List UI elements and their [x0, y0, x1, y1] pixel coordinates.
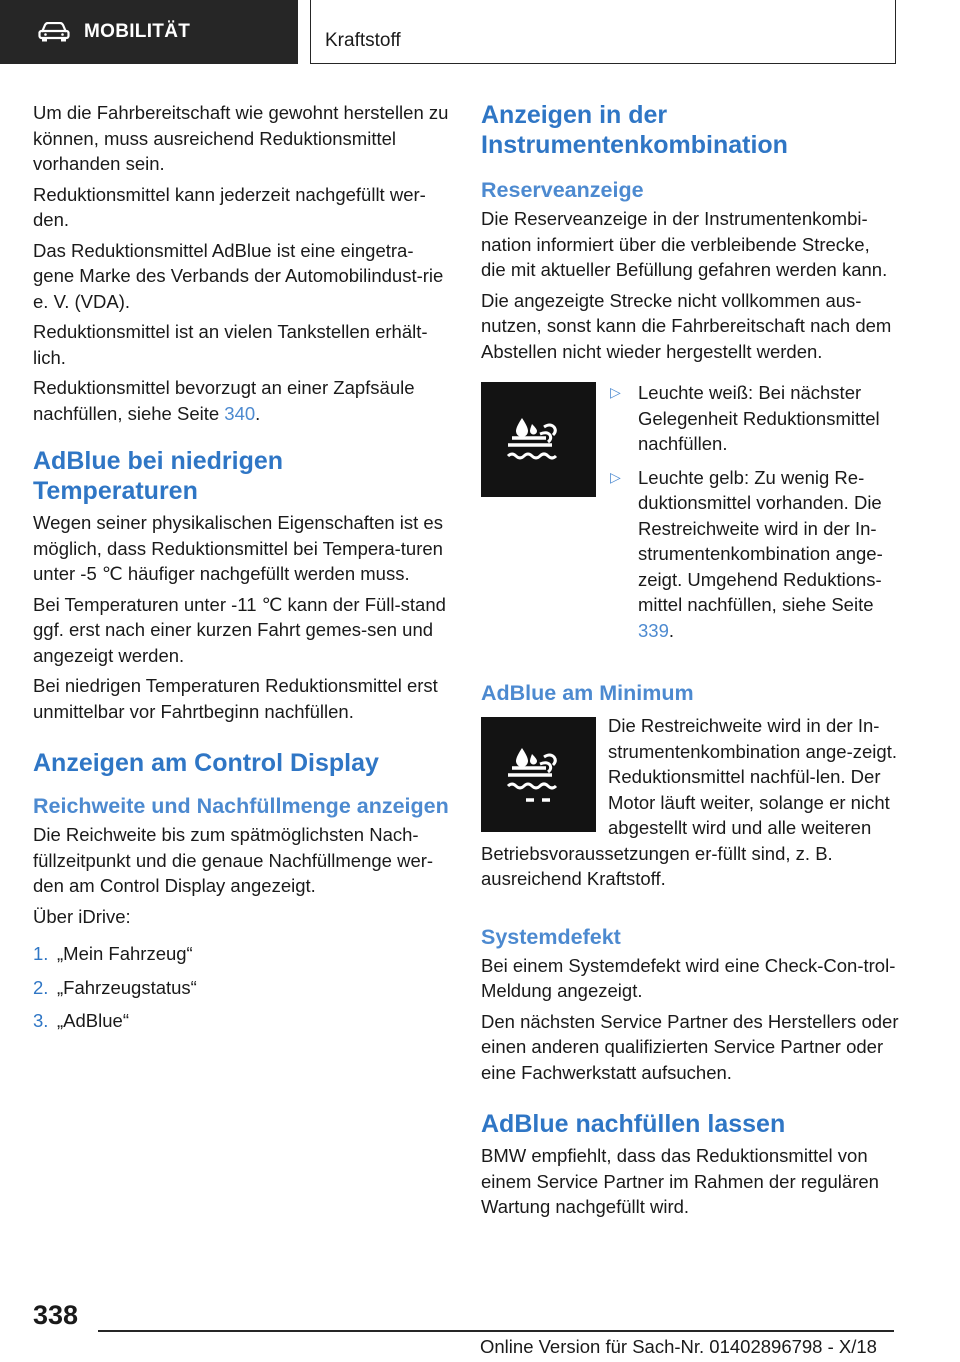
- section-title: MOBILITÄT: [84, 21, 191, 42]
- triangle-bullet-icon: ▷: [610, 468, 621, 485]
- triangle-bullet-icon: ▷: [610, 384, 621, 400]
- list-item: [610, 465, 899, 644]
- heading-instrument-cluster: Anzeigen in der Instrumentenkombination: [481, 101, 788, 159]
- heading-refill-service: AdBlue nachfüllen lassen: [481, 1110, 786, 1138]
- punctuation: .: [255, 402, 261, 424]
- paragraph: Die Restreichweite wird in der In‐strumentenkombination ange‐zeigt. Reduktionsmittel nachfül‐len. Der Motor läuft weiter, solange er nicht abgestellt wird und alle weiteren Betriebsvoraussetzungen er‐füllt sind, z. B. ausreichend Kraftstoff.: [481, 715, 897, 889]
- adblue-warning-icon: [481, 382, 596, 497]
- list-item: [33, 975, 451, 1001]
- footer-divider: [98, 1330, 894, 1332]
- idrive-label: Über iDrive:: [33, 905, 131, 927]
- paragraph: Das Reduktionsmittel AdBlue ist eine eingetra‐gene Marke des Verbands der Automobilindust‐rie e. V. (VDA).: [33, 239, 444, 312]
- reserve-indicator-block: [481, 380, 899, 651]
- heading-minimum: AdBlue am Minimum: [481, 681, 694, 705]
- car-icon: [38, 22, 70, 42]
- paragraph: Bei niedrigen Temperaturen Reduktionsmittel erst unmittelbar vor Fahrtbeginn nachfüllen.: [33, 675, 438, 722]
- paragraph: Die Reichweite bis zum spätmöglichsten Nach‐füllzeitpunkt und die genaue Nachfüllmenge wer‐den am Control Display angezeigt.: [33, 824, 434, 896]
- paragraph: Die angezeigte Strecke nicht vollkommen aus‐nutzen, sonst kann die Fahrbereitschaft nach dem Abstellen nicht wieder hergestellt werden.: [481, 289, 892, 362]
- heading-low-temperatures: AdBlue bei niedrigen Temperaturen: [33, 447, 284, 505]
- chapter-tab: [310, 0, 896, 64]
- page-link-340[interactable]: 340: [224, 402, 256, 424]
- step-text: „Mein Fahrzeug“: [57, 943, 193, 964]
- paragraph: Wegen seiner physikalischen Eigenschaften ist es möglich, dass Reduktionsmittel bei Tempera‐turen unter -5 ℃ häufiger nachgefüllt werden muss.: [33, 512, 443, 584]
- step-number: 3.: [33, 1010, 49, 1031]
- bullet-text: Leuchte weiß: Bei nächster Gelegenheit Reduktionsmittel nachfüllen.: [638, 382, 880, 454]
- bullet-text-content: Leuchte gelb: Zu wenig Re‐duktionsmittel vorhanden. Die Restreichweite wird in der In‐strumentenkombination ange‐zeigt. Umgehend Reduktions‐mittel nachfüllen, siehe Seite: [638, 466, 883, 615]
- paragraph: Bei einem Systemdefekt wird eine Check-Con‐trol-Meldung angezeigt.: [481, 954, 896, 1001]
- step-number: 2.: [33, 976, 49, 998]
- paragraph: Die Reserveanzeige in der Instrumentenkombi‐nation informiert über die verbleibende Strecke, die mit aktueller Befüllung gefahren werden kann.: [481, 208, 888, 280]
- paragraph-text: Reduktionsmittel bevorzugt an einer Zapfsäule nachfüllen, siehe Seite: [33, 377, 415, 424]
- list-item: [610, 380, 899, 457]
- step-text: „Fahrzeugstatus“: [57, 976, 197, 998]
- paragraph: [33, 375, 451, 426]
- paragraph: Um die Fahrbereitschaft wie gewohnt herstellen zu können, muss ausreichend Reduktionsmittel vorhanden sein.: [33, 102, 449, 174]
- step-number: 1.: [33, 943, 49, 964]
- chapter-title: Kraftstoff: [325, 30, 401, 51]
- paragraph: Den nächsten Service Partner des Herstellers oder einen anderen qualifizierten Service Partner oder eine Fachwerkstatt aufsuchen.: [481, 1010, 899, 1083]
- adblue-minimum-icon: [481, 717, 596, 832]
- idrive-steps: [33, 941, 451, 1034]
- step-text: „AdBlue“: [57, 1010, 129, 1031]
- list-item: [33, 1008, 451, 1034]
- list-item: [33, 941, 451, 967]
- reserve-bullets: [610, 380, 899, 651]
- heading-control-display: Anzeigen am Control Display: [33, 749, 379, 777]
- bullet-text: [638, 465, 899, 644]
- heading-reserve: Reserveanzeige: [481, 178, 644, 202]
- page-number: 338: [33, 1300, 79, 1330]
- left-column: [33, 100, 451, 1042]
- right-column: [481, 100, 899, 1225]
- heading-range-refill: Reichweite und Nachfüllmenge anzeigen: [33, 794, 449, 818]
- page-link-339[interactable]: 339: [638, 619, 669, 641]
- punctuation: .: [668, 619, 675, 641]
- section-tab: [0, 0, 298, 64]
- paragraph: Reduktionsmittel kann jederzeit nachgefüllt wer‐den.: [33, 183, 426, 230]
- online-version-note: Online Version für Sach-Nr. 01402896798 - X/18: [480, 1336, 877, 1357]
- paragraph: BMW empfiehlt, dass das Reduktionsmittel von einem Service Partner im Rahmen der regulären Wartung nachgefüllt wird.: [481, 1145, 879, 1217]
- paragraph: Bei Temperaturen unter -11 ℃ kann der Füll‐stand ggf. erst nach einer kurzen Fahrt gemes‐sen und angezeigt werden.: [33, 593, 446, 666]
- heading-system-defect: Systemdefekt: [481, 924, 621, 949]
- paragraph: Reduktionsmittel ist an vielen Tankstellen erhält‐lich.: [33, 321, 428, 368]
